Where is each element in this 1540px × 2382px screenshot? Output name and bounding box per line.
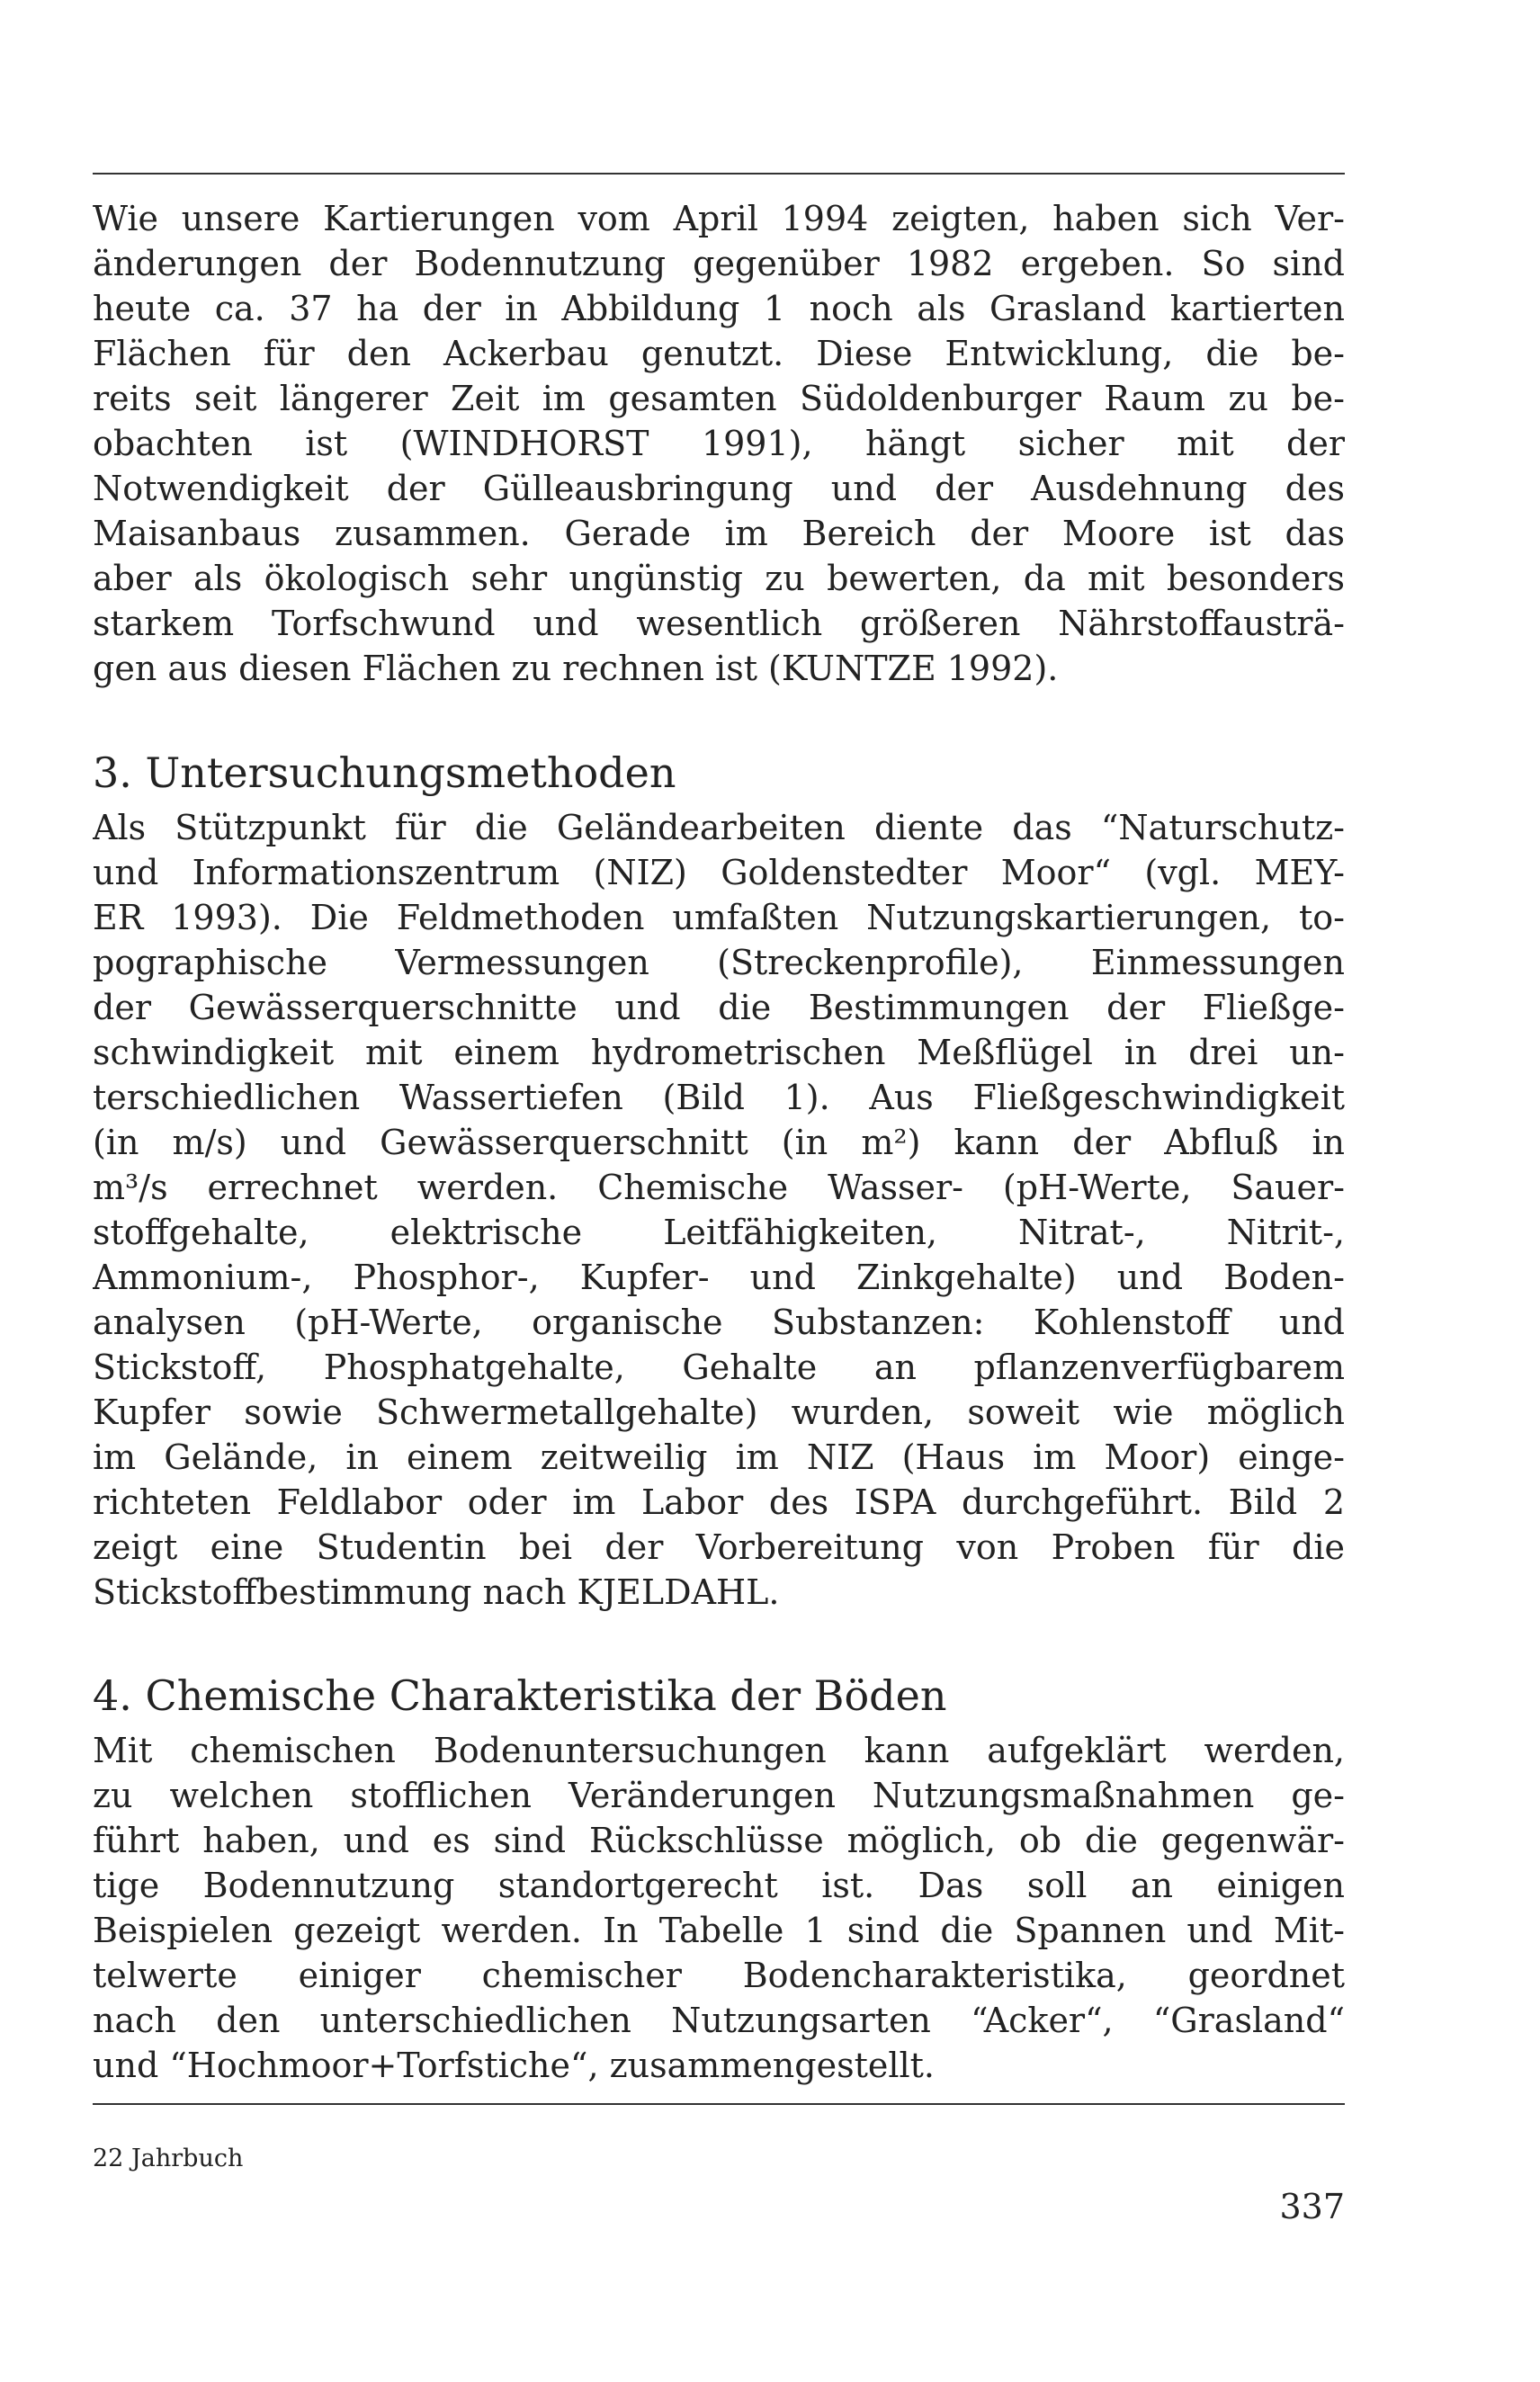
text-line: Wie unsere Kartierungen vom April 1994 zeigten, haben sich Ver-: [93, 199, 1345, 238]
signature-mark: 22 Jahrbuch: [93, 2145, 244, 2172]
text-line: obachten ist (WINDHORST 1991), hängt sicher mit der: [93, 424, 1345, 463]
section-heading-methods: 3. Untersuchungsmethoden: [93, 748, 676, 797]
chemistry-paragraph: [93, 1728, 1345, 2088]
methods-paragraph: [93, 805, 1345, 1615]
text-line: und “Hochmoor+Torfstiche“, zusammengestellt.: [93, 2046, 936, 2085]
text-line: heute ca. 37 ha der in Abbildung 1 noch als Grasland kartierten: [93, 289, 1345, 328]
text-line: nach den unterschiedlichen Nutzungsarten “Acker“, “Grasland“: [93, 2001, 1345, 2040]
text-line: ER 1993). Die Feldmethoden umfaßten Nutzungskartierungen, to-: [93, 898, 1345, 937]
text-line: führt haben, und es sind Rückschlüsse möglich, ob die gegenwär-: [93, 1821, 1345, 1860]
text-line: terschiedlichen Wassertiefen (Bild 1). Aus Fließgeschwindigkeit: [93, 1078, 1345, 1117]
text-line: Mit chemischen Bodenuntersuchungen kann aufgeklärt werden,: [93, 1731, 1345, 1770]
text-line: Notwendigkeit der Gülleausbringung und der Ausdehnung des: [93, 469, 1345, 508]
text-line: Kupfer sowie Schwermetallgehalte) wurden, soweit wie möglich: [93, 1392, 1345, 1432]
text-line: pographische Vermessungen (Streckenprofile), Einmessungen: [93, 943, 1345, 982]
section-heading-chemistry: 4. Chemische Charakteristika der Böden: [93, 1671, 947, 1720]
text-line: gen aus diesen Flächen zu rechnen ist (KUNTZE 1992).: [93, 649, 1059, 688]
text-line: Ammonium-, Phosphor-, Kupfer- und Zinkgehalte) und Boden-: [93, 1258, 1345, 1297]
text-line: Flächen für den Ackerbau genutzt. Diese Entwicklung, die be-: [93, 334, 1345, 373]
text-line: telwerte einiger chemischer Bodencharakteristika, geordnet: [93, 1956, 1345, 1995]
text-line: (in m/s) und Gewässerquerschnitt (in m²) kann der Abfluß in: [93, 1123, 1345, 1162]
intro-paragraph: [93, 196, 1345, 691]
text-line: änderungen der Bodennutzung gegenüber 1982 ergeben. So sind: [93, 244, 1345, 283]
bottom-rule: [93, 2103, 1345, 2105]
text-line: Maisanbaus zusammen. Gerade im Bereich der Moore ist das: [93, 514, 1345, 553]
text-line: tige Bodennutzung standortgerecht ist. Das soll an einigen: [93, 1866, 1345, 1905]
text-line: reits seit längerer Zeit im gesamten Südoldenburger Raum zu be-: [93, 379, 1345, 418]
text-line: m³/s errechnet werden. Chemische Wasser- (pH-Werte, Sauer-: [93, 1168, 1345, 1207]
text-line: stoffgehalte, elektrische Leitfähigkeiten, Nitrat-, Nitrit-,: [93, 1213, 1345, 1252]
text-line: analysen (pH-Werte, organische Substanzen: Kohlenstoff und: [93, 1303, 1345, 1342]
text-line: zeigt eine Studentin bei der Vorbereitung von Proben für die: [93, 1527, 1345, 1567]
top-rule: [93, 173, 1345, 175]
text-line: Stickstoffbestimmung nach KJELDAHL.: [93, 1572, 780, 1612]
page-number: 337: [1279, 2187, 1345, 2226]
text-line: richteten Feldlabor oder im Labor des ISPA durchgeführt. Bild 2: [93, 1482, 1345, 1522]
text-line: schwindigkeit mit einem hydrometrischen Meßflügel in drei un-: [93, 1033, 1345, 1072]
text-line: zu welchen stofflichen Veränderungen Nutzungsmaßnahmen ge-: [93, 1776, 1345, 1815]
text-line: Stickstoff, Phosphatgehalte, Gehalte an pflanzenverfügbarem: [93, 1348, 1345, 1387]
text-line: Als Stützpunkt für die Geländearbeiten diente das “Naturschutz-: [93, 808, 1345, 847]
text-line: und Informationszentrum (NIZ) Goldenstedter Moor“ (vgl. MEY-: [93, 853, 1345, 892]
text-line: Beispielen gezeigt werden. In Tabelle 1 sind die Spannen und Mit-: [93, 1911, 1345, 1950]
text-line: starkem Torfschwund und wesentlich größeren Nährstoffausträ-: [93, 604, 1345, 643]
text-line: im Gelände, in einem zeitweilig im NIZ (Haus im Moor) einge-: [93, 1437, 1345, 1477]
text-line: aber als ökologisch sehr ungünstig zu bewerten, da mit besonders: [93, 559, 1345, 598]
text-line: der Gewässerquerschnitte und die Bestimmungen der Fließge-: [93, 988, 1345, 1027]
